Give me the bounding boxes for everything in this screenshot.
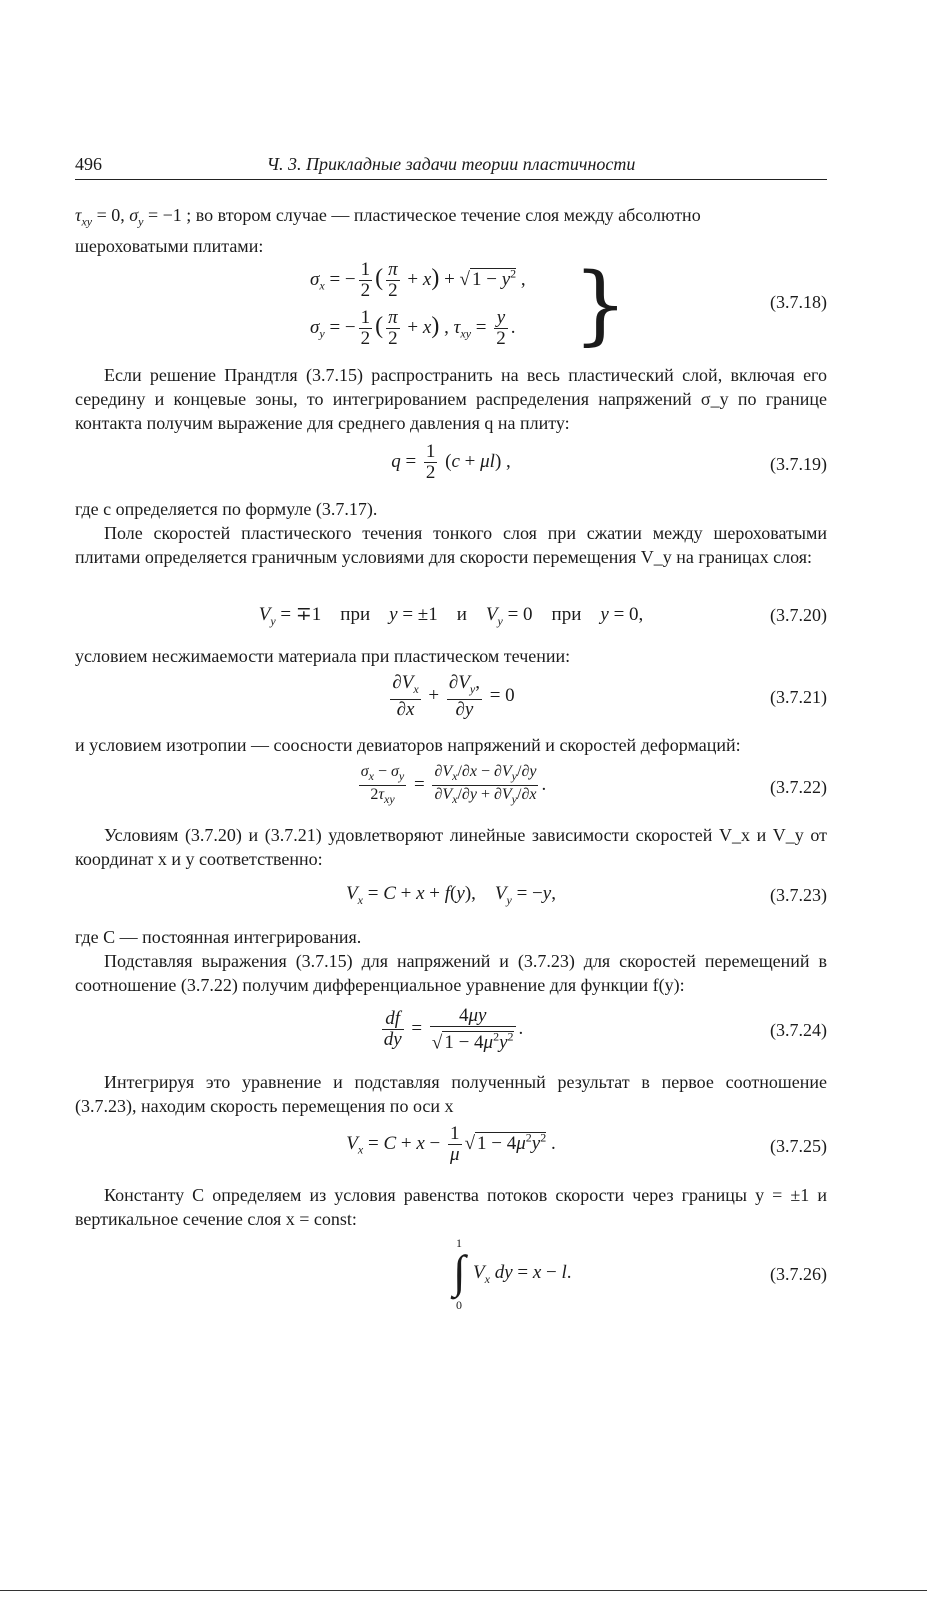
header-rule xyxy=(75,179,827,180)
paragraph-2: Если решение Прандтля (3.7.15) распространить на весь пластический слой, включая его середину и концевые зоны, то интегрированием распределения напряжений σ_y по границе контакта получим выражение для среднего давления q на плиту: xyxy=(75,365,827,433)
equation-3-7-18-row-1: $\sigma_x$ = − $\frac{1}{2}$ ( $\frac{\pi}{2}$ + x) + √ $1 - y^2$ , xyxy=(310,259,526,301)
page-number: 496 xyxy=(75,154,102,174)
equation-3-7-25 xyxy=(75,1124,827,1174)
paragraph-8: где C — постоянная интегрирования. xyxy=(75,927,362,947)
equation-3-7-19 xyxy=(75,442,827,490)
equation-3-7-23 xyxy=(75,883,827,911)
equation-3-7-22-body: $\frac{\sigma_x - \sigma_y}{2\tau_{xy}}$ = $\frac{\partial V_x/\partial x - \partial V_y/\partial y}{\partial V_x/\partial y + \partial V_y/\partial x}$ . xyxy=(360,763,547,807)
equation-3-7-19-body: q = $\frac{1}{2}$ (c + μl) , xyxy=(391,441,511,483)
paragraph-10: Интегрируя это уравнение и подставляя полученный результат в первое соотношение (3.7.23), находим скорость перемещения по оси x xyxy=(75,1072,827,1116)
page-header xyxy=(75,152,827,176)
equation-number: (3.7.25) xyxy=(770,1136,827,1156)
equation-3-7-21-body: $\frac{\partial V_x}{\partial x}$ + $\frac{\partial V_y,}{\partial y}$ = 0 xyxy=(392,672,515,720)
equation-number: (3.7.24) xyxy=(770,1020,827,1040)
paragraph-5: условием несжимаемости материала при пластическом течении: xyxy=(75,646,571,666)
scan-edge-line xyxy=(0,1590,927,1591)
paragraph-6: и условием изотропии — соосности девиаторов напряжений и скоростей деформаций: xyxy=(75,735,741,755)
equation-3-7-26 xyxy=(75,1236,827,1312)
equation-number: (3.7.22) xyxy=(770,777,827,797)
equation-3-7-20-body: $V_y = \mp 1$ при y = ±1 и $V_y = 0$ при y = 0, xyxy=(258,604,644,628)
equation-3-7-18 xyxy=(75,255,827,355)
equation-number: (3.7.26) xyxy=(770,1264,827,1284)
paragraph-1 xyxy=(75,203,827,258)
equation-3-7-24 xyxy=(75,1006,827,1056)
paragraph-9: Подставляя выражения (3.7.15) для напряжений и (3.7.23) для скоростей перемещений в соотношение (3.7.22) получим дифференциальное уравнение для функции f(y): xyxy=(75,951,827,995)
equation-number: (3.7.21) xyxy=(770,687,827,707)
equation-number: (3.7.23) xyxy=(770,885,827,905)
integral-upper-limit: 1 xyxy=(456,1236,462,1250)
paragraph-1-line-2: шероховатыми плитами: xyxy=(75,235,264,256)
paragraph-7: Условиям (3.7.20) и (3.7.21) удовлетворяют линейные зависимости скоростей V_x и V_y от координат x и y соответственно: xyxy=(75,825,827,869)
equation-number: (3.7.19) xyxy=(770,454,827,474)
paragraph-11: Константу C определяем из условия равенства потоков скорости через границы y = ±1 и вертикальное сечение слоя x = const: xyxy=(75,1185,827,1229)
paragraph-4: Поле скоростей пластического течения тонкого слоя при сжатии между шероховатыми плитами определяется граничным условиями для скорости перемещения V_y на границах слоя: xyxy=(75,523,827,567)
running-title: Ч. 3. Прикладные задачи теории пластичности xyxy=(266,154,636,174)
equation-3-7-26-body: $V_x$ dy = x − l. xyxy=(473,1262,572,1286)
right-brace: } xyxy=(573,255,628,355)
integral-lower-limit: 0 xyxy=(456,1298,462,1312)
equation-number: (3.7.20) xyxy=(770,605,827,625)
equation-3-7-23-body: $V_x = C + x + f(y)$, $V_y = -y$, xyxy=(346,883,556,907)
integral-sign: ∫ xyxy=(453,1246,466,1297)
paragraph-1-line-1: $\tau_{xy} = 0$, $\sigma_y = -1$ ; во втором случае — пластическое течение слоя между абсолютно xyxy=(75,205,701,229)
equation-3-7-18-row-2: $\sigma_y$ = − $\frac{1}{2}$ ( $\frac{\pi}{2}$ + x) , $\tau_{xy}$ = $\frac{y}{2}$ . xyxy=(310,307,516,349)
equation-3-7-25-body: $V_x = C + x$ − $\frac{1}{\mu}$ √ $1 - 4\mu^2y^2$ . xyxy=(346,1123,556,1165)
equation-number: (3.7.18) xyxy=(770,292,827,312)
equation-3-7-22 xyxy=(75,763,827,813)
equation-3-7-24-body: $\frac{df}{dy}$ = $\frac{4\mu y}{√ 1 - 4\mu^2y^2}$ . xyxy=(383,1005,524,1054)
equation-3-7-21 xyxy=(75,673,827,721)
equation-3-7-20 xyxy=(75,603,827,631)
paragraph-3: где c определяется по формуле (3.7.17). xyxy=(75,499,378,519)
